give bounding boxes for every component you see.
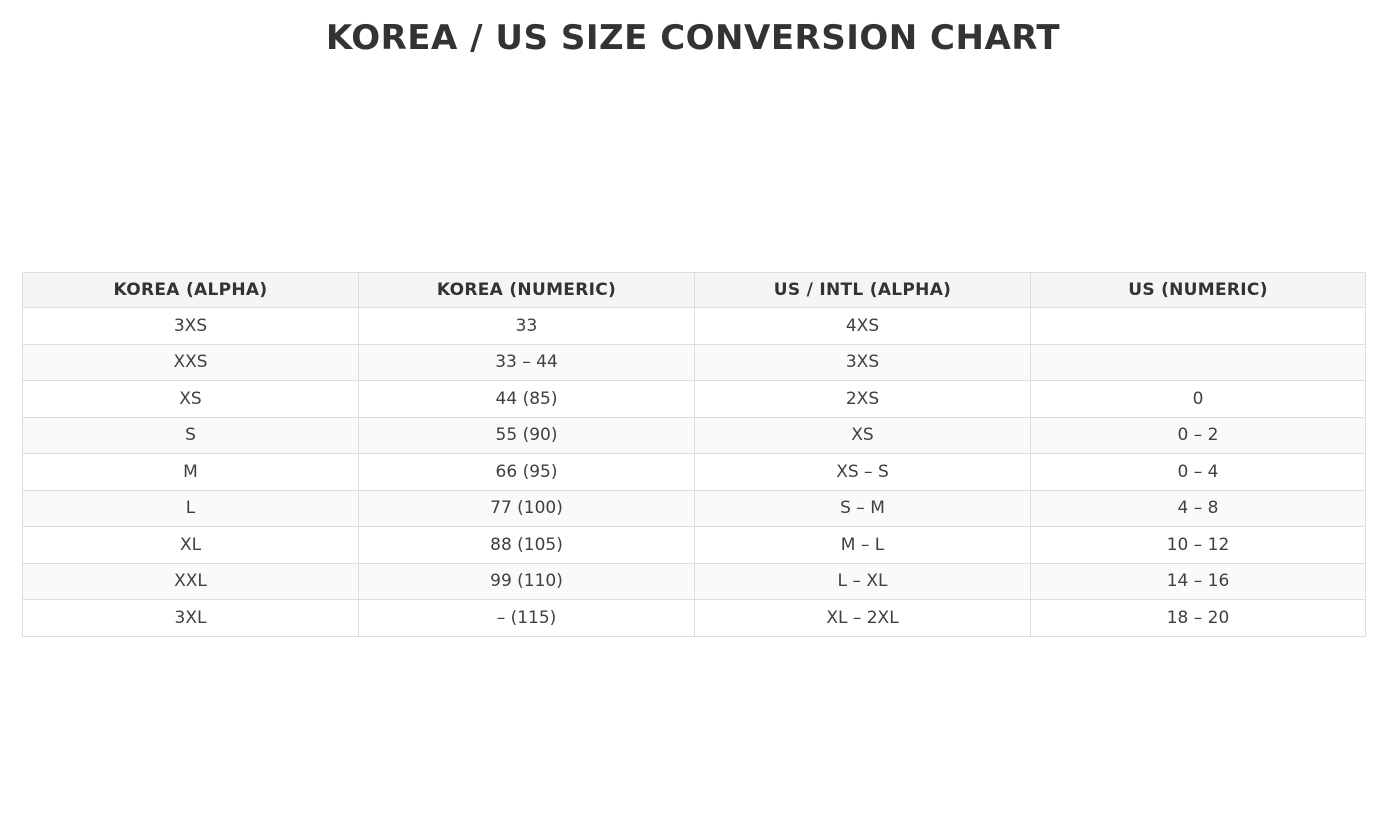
column-header-us-numeric: US (NUMERIC) [1031,273,1366,308]
table-header [23,273,1366,308]
cell-us-numeric [1031,344,1366,381]
table-row [23,381,1366,418]
cell-korea-alpha: L [23,490,359,527]
cell-us-intl-alpha: M – L [695,527,1031,564]
cell-korea-numeric: – (115) [359,600,695,637]
cell-us-numeric: 10 – 12 [1031,527,1366,564]
column-header-korea-alpha: KOREA (ALPHA) [23,273,359,308]
table-row [23,527,1366,564]
column-header-korea-numeric: KOREA (NUMERIC) [359,273,695,308]
cell-us-intl-alpha: XS – S [695,454,1031,491]
cell-us-intl-alpha: 2XS [695,381,1031,418]
cell-us-intl-alpha: L – XL [695,563,1031,600]
cell-us-intl-alpha: XL – 2XL [695,600,1031,637]
cell-korea-alpha: XXL [23,563,359,600]
page-title: KOREA / US SIZE CONVERSION CHART [325,18,1061,58]
cell-us-numeric: 14 – 16 [1031,563,1366,600]
cell-korea-numeric: 44 (85) [359,381,695,418]
cell-korea-numeric: 99 (110) [359,563,695,600]
cell-us-intl-alpha: S – M [695,490,1031,527]
table-row [23,344,1366,381]
table-header-row [23,273,1366,308]
cell-korea-numeric: 55 (90) [359,417,695,454]
size-conversion-table-wrapper [22,272,1365,637]
cell-korea-alpha: 3XL [23,600,359,637]
size-conversion-table [22,272,1366,637]
cell-us-intl-alpha: 3XS [695,344,1031,381]
cell-korea-alpha: XS [23,381,359,418]
cell-korea-alpha: XL [23,527,359,564]
cell-korea-numeric: 33 [359,308,695,345]
cell-us-intl-alpha: XS [695,417,1031,454]
table-row [23,563,1366,600]
cell-us-numeric: 18 – 20 [1031,600,1366,637]
cell-korea-numeric: 33 – 44 [359,344,695,381]
table-row [23,490,1366,527]
cell-korea-alpha: M [23,454,359,491]
cell-us-numeric: 0 – 4 [1031,454,1366,491]
table-row [23,454,1366,491]
table-row [23,308,1366,345]
cell-korea-alpha: XXS [23,344,359,381]
cell-us-numeric: 4 – 8 [1031,490,1366,527]
cell-us-numeric: 0 – 2 [1031,417,1366,454]
cell-korea-alpha: 3XS [23,308,359,345]
table-body [23,308,1366,637]
cell-us-intl-alpha: 4XS [695,308,1031,345]
table-row [23,417,1366,454]
cell-korea-numeric: 88 (105) [359,527,695,564]
column-header-us-intl-alpha: US / INTL (ALPHA) [695,273,1031,308]
cell-us-numeric [1031,308,1366,345]
cell-korea-numeric: 66 (95) [359,454,695,491]
cell-us-numeric: 0 [1031,381,1366,418]
cell-korea-alpha: S [23,417,359,454]
cell-korea-numeric: 77 (100) [359,490,695,527]
table-row [23,600,1366,637]
